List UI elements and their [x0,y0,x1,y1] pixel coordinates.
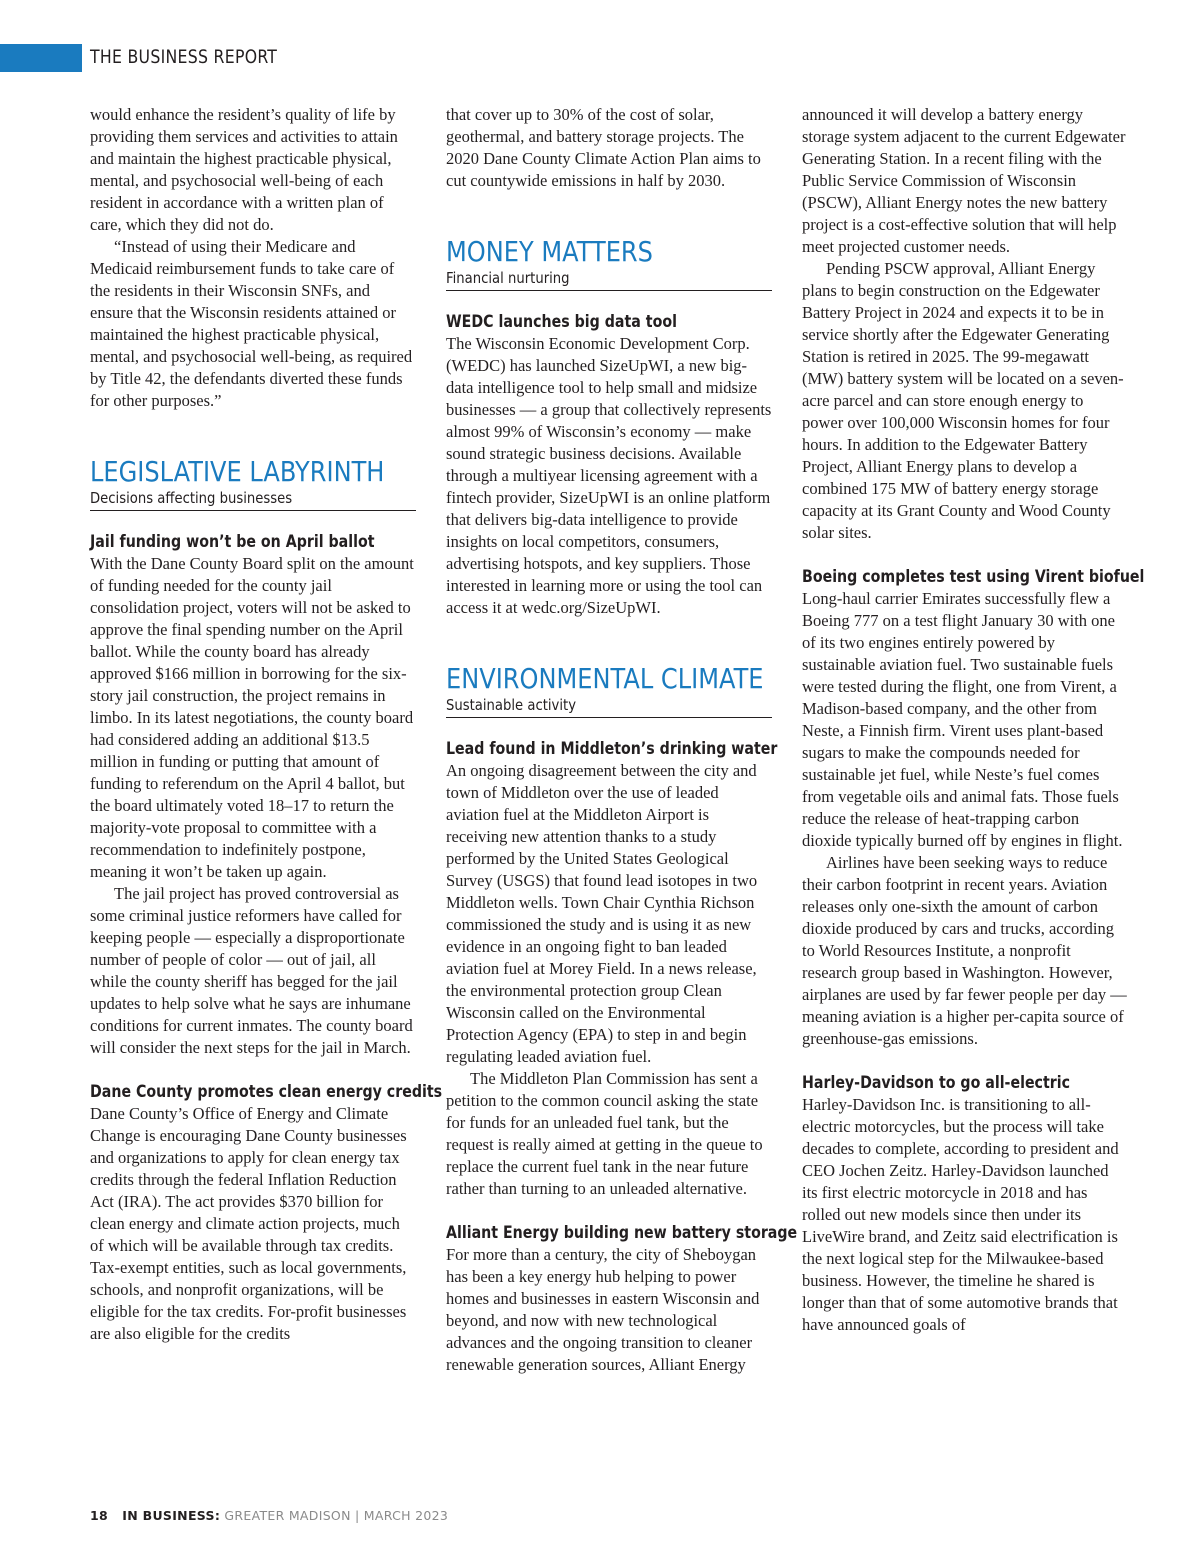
column-2 [446,104,798,1376]
page-header [0,44,1200,72]
article-paragraph: The Middleton Plan Commission has sent a petition to the common council asking the state for funds for an unleaded fuel tank, but the request is really aimed at getting in the queue to replace the current fuel tank in the near future rather than turning to an unleaded alternative. [446,1069,763,1198]
continued-paragraph: would enhance the resident’s quality of life by providing them services and activities to attain and maintain the highest practicable physical, mental, and psychosocial well-being of each resident in accordance with a written plan of care, which they did not do. [90,105,398,234]
article-headline: Jail funding won’t be on April ballot [90,532,375,551]
article-paragraph: Long-haul carrier Emirates successfully flew a Boeing 777 on a test flight January 30 with one of its two engines entirely powered by sustainable aviation fuel. Two sustainable fuels were tested during the flight, one from Virent, a Madison-based company, and the other from Neste, a Finnish firm. Virent uses plant-based sugars to make the compounds needed for sustainable jet fuel, while Neste’s fuel comes from vegetable oils and animal fats. Those fuels reduce the release of heat-trapping carbon dioxide typically burned off by engines in flight. [802,589,1123,850]
section-title: LEGISLATIVE LABYRINTH [90,455,385,488]
column-1 [90,104,443,1345]
section-money-matters [446,236,772,291]
section-title: ENVIRONMENTAL CLIMATE [446,662,764,695]
section-subtitle: Financial nurturing [446,269,570,287]
page-number: 18 [90,1508,108,1523]
article-clean-energy-credits [90,1081,443,1345]
article-paragraph: Harley-Davidson Inc. is transitioning to all-electric motorcycles, but the process will take decades to complete, according to president and CEO Jochen Zeitz. Harley-Davidson launched its first electric motorcycle in 2018 and has rolled out new models since then under its LiveWire brand, and Zeitz said electrification is the next logical step for the Milwaukee-based business. However, the timeline he shared is longer than that of some automotive brands that have announced goals of [802,1095,1119,1334]
section-divider [446,717,772,718]
edition-info: GREATER MADISON | MARCH 2023 [224,1508,449,1523]
header-title: THE BUSINESS REPORT [90,46,278,68]
continued-paragraph: Pending PSCW approval, Alliant Energy plans to begin construction on the Edgewater Battery Project in 2024 and expects it to be in service shortly after the Edgewater Generating Station is retired in 2025. The 99-megawatt (MW) battery system will be located on a seven-acre parcel and can store enough energy to power over 100,000 Wisconsin homes for four hours. In addition to the Edgewater Battery Project, Alliant Energy plans to develop a combined 175 MW of battery energy storage capacity at its Grant County and Wood County solar sites. [802,259,1124,542]
article-paragraph: Dane County’s Office of Energy and Climate Change is encouraging Dane County businesses and organizations to apply for clean energy tax credits through the federal Inflation Reduction Act (IRA). The act provides $370 billion for clean energy and climate action projects, much of which will be available through tax credits. Tax-exempt entities, such as local governments, schools, and nonprofit organizations, will be eligible for the tax credits. For-profit businesses are also eligible for the credits [90,1104,407,1343]
continued-paragraph: “Instead of using their Medicare and Medicaid reimbursement funds to take care of the residents in their Wisconsin SNFs, and ensure that the Wisconsin residents attained or maintained the highest practicable physical, mental, and psychosocial well-being, as required by Title 42, the defendants diverted these funds for other purposes.” [90,237,413,410]
section-legislative-labyrinth [90,456,416,511]
page-footer [90,1508,448,1523]
article-paragraph: Airlines have been seeking ways to reduce their carbon footprint in recent years. Aviation releases only one-sixth the amount of carbon dioxide produced by cars and trucks, according to World Resources Institute, a nonprofit research group based in Washington. However, airplanes are used by far fewer people per day — meaning aviation is a higher per-capita source of greenhouse-gas emissions. [802,853,1127,1048]
article-paragraph: For more than a century, the city of Sheboygan has been a key energy hub helping to power homes and businesses in eastern Wisconsin and beyond, and now with new technological advances and the ongoing transition to cleaner renewable generation sources, Alliant Energy [446,1245,760,1374]
article-headline: WEDC launches big data tool [446,312,677,331]
article-boeing-virent [802,566,1145,1050]
section-title: MONEY MATTERS [446,235,653,268]
article-paragraph: The Wisconsin Economic Development Corp. (WEDC) has launched SizeUpWI, a new big-data intelligence tool to help small and midsize businesses — a group that collectively represents almost 99% of Wisconsin’s economy — make sound strategic business decisions. Available through a multiyear licensing agreement with a fintech provider, SizeUpWI is an online platform that delivers big-data intelligence to provide insights on local competitors, consumers, advertising hotspots, and key suppliers. Those interested in learning more or using the tool can access it at wedc.org/SizeUpWI. [446,334,772,617]
section-environmental-climate [446,663,772,718]
article-headline: Boeing completes test using Virent biofuel [802,567,1145,586]
publication-name: IN BUSINESS: [122,1508,221,1523]
section-divider [446,290,772,291]
article-headline: Lead found in Middleton’s drinking water [446,739,778,758]
header-accent-bar [0,44,82,72]
section-subtitle: Decisions affecting businesses [90,489,293,507]
article-paragraph: With the Dane County Board split on the amount of funding needed for the county jail consolidation project, voters will not be asked to approve the final spending number on the April ballot. While the county board has already approved $166 million in borrowing for the six-story jail construction, the project remains in limbo. In its latest negotiations, the county board had considered adding an additional $13.5 million in funding or putting that amount of funding to referendum on the April 4 ballot, but the board ultimately voted 18–17 to return the majority-vote proposal to committee with a recommendation to indefinitely postpone, meaning it won’t be taken up again. [90,554,414,881]
section-divider [90,510,416,511]
section-subtitle: Sustainable activity [446,696,577,714]
article-headline: Alliant Energy building new battery storage [446,1223,798,1242]
continued-paragraph: that cover up to 30% of the cost of solar, geothermal, and battery storage projects. The 2020 Dane County Climate Action Plan aims to cut countywide emissions in half by 2030. [446,105,761,190]
article-headline: Harley-Davidson to go all-electric [802,1073,1071,1092]
article-jail-funding [90,531,416,1059]
column-3 [802,104,1145,1336]
article-paragraph: An ongoing disagreement between the city and town of Middleton over the use of leaded aviation fuel at the Middleton Airport is receiving new attention thanks to a study performed by the United States Geological Survey (USGS) that found lead isotopes in two Middleton wells. Town Chair Cynthia Richson commissioned the study and is using it as new evidence in an ongoing fight to ban leaded aviation fuel at Morey Field. In a news release, the environmental protection group Clean Wisconsin called on the Environmental Protection Agency (EPA) to step in and begin regulating leaded aviation fuel. [446,761,758,1066]
continued-paragraph: announced it will develop a battery energy storage system adjacent to the current Edgewater Generating Station. In a recent filing with the Public Service Commission of Wisconsin (PSCW), Alliant Energy notes the new battery project is a cost-effective solution that will help meet projected customer needs. [802,105,1126,256]
article-headline: Dane County promotes clean energy credits [90,1082,443,1101]
article-harley-electric [802,1072,1128,1336]
article-lead-middleton [446,738,778,1200]
article-wedc-big-data [446,311,772,619]
article-paragraph: The jail project has proved controversial as some criminal justice reformers have called for keeping people — especially a disproportionate number of people of color — out of jail, all while the county sheriff has begged for the jail updates to help solve what he says are inhumane conditions for current inmates. The county board will consider the next steps for the jail in March. [90,884,413,1057]
article-alliant-battery [446,1222,798,1376]
